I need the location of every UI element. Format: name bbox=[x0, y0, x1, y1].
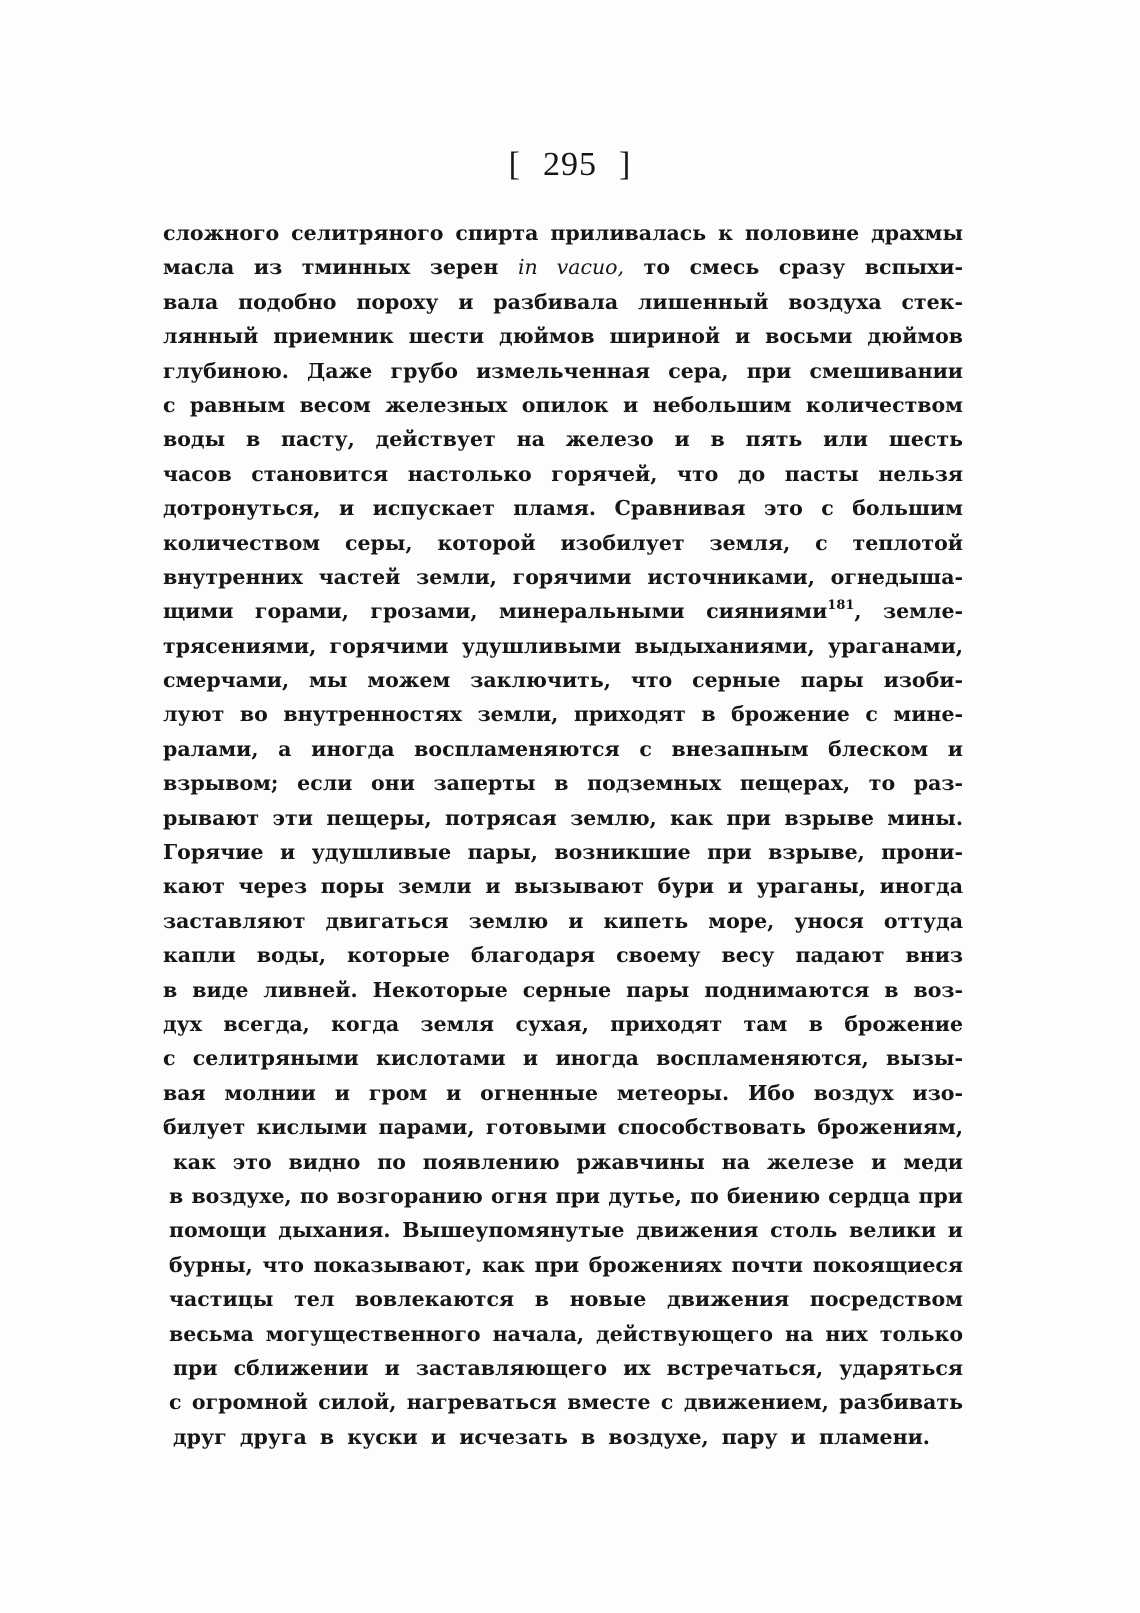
text-line: лянный приемник шести дюймов шириной и восьми дюймов bbox=[163, 324, 963, 349]
text-line: ралами, а иногда воспламеняются с внезапным блеском и bbox=[163, 736, 963, 761]
footnote-marker: 181 bbox=[827, 598, 855, 614]
text-line: вала подобно пороху и разбивала лишенный воздуха стек- bbox=[163, 289, 963, 314]
close-bracket: ] bbox=[619, 146, 632, 183]
text-line: щими горами, грозами, минеральными сияниями$^{181}$, земле- bbox=[163, 598, 963, 624]
text-line: рывают эти пещеры, потрясая землю, как при взрыве мины. bbox=[163, 805, 963, 830]
text-line: дух всегда, когда земля сухая, приходят там в брожение bbox=[163, 1011, 963, 1036]
text-line: при сближении и заставляющего их встречаться, ударяться bbox=[173, 1355, 963, 1380]
text-line: капли воды, которые благодаря своему весу падают вниз bbox=[163, 943, 963, 968]
text-line: трясениями, горячими удушливыми выдыханиями, ураганами, bbox=[163, 633, 963, 658]
text-line: смерчами, мы можем заключить, что серные пары изоби- bbox=[163, 668, 963, 693]
open-bracket: [ bbox=[508, 146, 521, 183]
page-number: 295 bbox=[543, 146, 597, 183]
text-line: в воздухе, по возгоранию огня при дутье, по биению сердца при bbox=[169, 1183, 963, 1208]
text-line: весьма могущественного начала, действующего на них только bbox=[169, 1321, 963, 1346]
text-line: бурны, что показывают, как при брожениях почти покоящиеся bbox=[169, 1252, 963, 1277]
text-line: как это видно по появлению ржавчины на железе и меди bbox=[173, 1149, 963, 1174]
text-line: с селитряными кислотами и иногда воспламеняются, вызы- bbox=[163, 1046, 963, 1071]
text-line: количеством серы, которой изобилует земля, с теплотой bbox=[163, 530, 963, 555]
italic-latin-phrase: in vacuo, bbox=[517, 255, 625, 280]
text-line: внутренних частей земли, горячими источниками, огнедыша- bbox=[163, 564, 963, 589]
text-line: масла из тминных зерен in vacuo, то смесь сразу вспыхи- bbox=[163, 255, 963, 280]
text-line: вая молнии и гром и огненные метеоры. Ибо воздух изо- bbox=[163, 1080, 963, 1105]
text-line: взрывом; если они заперты в подземных пещерах, то раз- bbox=[163, 771, 963, 796]
text-line: помощи дыхания. Вышеупомянутые движения столь велики и bbox=[169, 1218, 963, 1243]
text-line: сложного селитряного спирта приливалась к половине драхмы bbox=[163, 221, 963, 245]
text-line: билует кислыми парами, готовыми способствовать брожениям, bbox=[163, 1115, 963, 1140]
text-line: кают через поры земли и вызывают бури и ураганы, иногда bbox=[163, 874, 963, 899]
text-line: глубиною. Даже грубо измельченная сера, при смешивании bbox=[163, 358, 963, 383]
text-line: дотронуться, и испускает пламя. Сравнивая это с большим bbox=[163, 496, 963, 521]
text-line: заставляют двигаться землю и кипеть море, унося оттуда bbox=[163, 908, 963, 933]
body-text bbox=[163, 216, 963, 1454]
text-line: Горячие и удушливые пары, возникшие при взрыве, прони- bbox=[163, 840, 963, 865]
text-line: частицы тел вовлекаются в новые движения посредством bbox=[169, 1287, 963, 1312]
page-number-header bbox=[0, 145, 1140, 185]
text-line: с равным весом железных опилок и небольшим количеством bbox=[163, 392, 963, 417]
text-line-last: друг друга в куски и исчезать в воздухе, пару и пламени. bbox=[173, 1424, 930, 1449]
text-line: часов становится настолько горячей, что до пасты нельзя bbox=[163, 461, 963, 486]
text-line: с огромной силой, нагреваться вместе с движением, разбивать bbox=[169, 1390, 963, 1415]
text-line: луют во внутренностях земли, приходят в брожение с мине- bbox=[163, 702, 963, 727]
text-line: воды в пасту, действует на железо и в пять или шесть bbox=[163, 427, 963, 452]
text-line: в виде ливней. Некоторые серные пары поднимаются в воз- bbox=[163, 977, 963, 1002]
